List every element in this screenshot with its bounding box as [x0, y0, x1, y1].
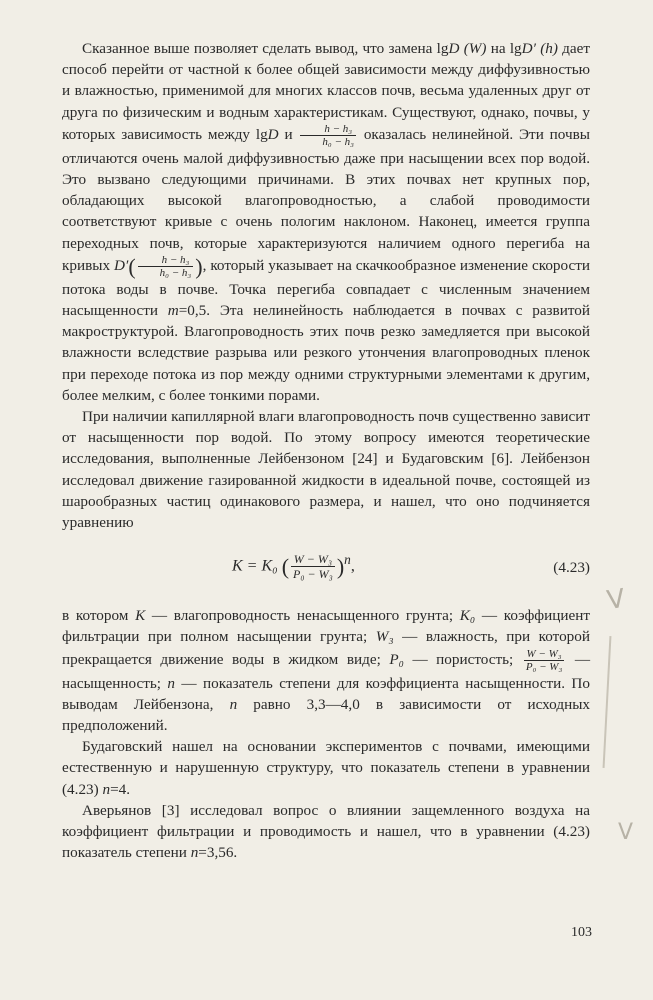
equation-4-23 [62, 539, 590, 597]
paragraph-4: Будаговский нашел на основании экспериментов с почвами, имеющими естественную и нарушенную структуру, что показатель степени в уравнении (4.23) n=4. [62, 738, 590, 798]
paragraph-3: в котором K — влагопроводность ненасыщенного грунта; K₀ — коэффициент фильтрации при полном насыщении грунта; W₃ — влажность, при которой прекращается движение воды в жидком виде; P₀ — пористость; $\frac{\text{W − W₃}}{\text{P₀ − W₃}}$ — насыщенность; n — показатель степени для коэффициента насыщенности. По выводам Лейбензона, n равно 3,3—4,0 в зависимости от исходных предположений. [62, 607, 591, 735]
equation-expression: K = K₀ ( $\frac{\text{W − W₃}}{\text{P₀ − W₃}}$ )$^n$, [232, 552, 355, 582]
fraction-h: $\frac{\text{h − h₃}}{\text{h₀ − h₃}}$ [300, 123, 356, 148]
fraction-saturation: $\frac{\text{W − W₃}}{\text{P₀ − W₃}}$ [525, 647, 563, 673]
margin-pencil-mark: V [604, 583, 627, 617]
text-body [62, 38, 590, 864]
paragraph-5: Аверьянов [3] исследовал вопрос о влиянии защемленного воздуха на коэффициент фильтрации и проводимость и нашел, что в уравнении (4.23) показатель степени n=3,56. [62, 801, 590, 862]
margin-pencil-mark-2: V [618, 820, 634, 845]
margin-pencil-line [603, 636, 612, 768]
page-number: 103 [571, 925, 592, 940]
paragraph-1: Сказанное выше позволяет сделать вывод, что замена lgD (W) на lgD′ (h) дает способ перейти от частной к более общей зависимости между диффузивностью и влажностью, применимой для многих классов почв, весьма удаленных друг от друга по физическим и водным характеристикам. Существуют, однако, почвы, у которых зависимость между lgD и $\frac{\text{h − h₃}}{\text{h₀ − h₃}}$ оказалась нелинейной. Эти почвы отличаются очень малой диффузивностью даже при насыщении всех пор водой. Это вызвано следующими причинами. В этих почвах нет крупных пор, обладающих высокой влагопроводностью, а слабой проводимости соответствуют кривые с очень пологим наклоном. Наконец, имеется группа переходных почв, которые характеризуются наличием одного перегиба на кривых D′( $\frac{\text{h − h₃}}{\text{h₀ − h₃}}$ ), который указывает на скачкообразное изменение скорости потока воды в почве. Точка перегиба совпадает с численным значением насыщенности m=0,5. Эта нелинейность наблюдается в почвах с развитой макроструктурой. Влагопроводность этих почв резко замедляется при высокой влажности вследствие разрыва или резкого утончения влагопроводных пленок при переходе потока из пор между одними структурными элементами к другим, более мелким, с более тонкими порами. [62, 40, 591, 404]
fraction-h-2: $\frac{\text{h − h₃}}{\text{h₀ − h₃}}$ [138, 254, 194, 279]
paragraph-2: При наличии капиллярной влаги влагопроводность почв существенно зависит от насыщенности пор водой. По этому вопросу имеются теоретические исследования, выполненные Лейбензоном [24] и Будаговским [6]. Лейбензон исследовал движение газированной жидкости в идеальной почве, состоящей из шарообразных частиц одинакового размера, и нашел, что оно подчиняется уравнению [62, 408, 590, 532]
equation-number: (4.23) [553, 559, 590, 577]
